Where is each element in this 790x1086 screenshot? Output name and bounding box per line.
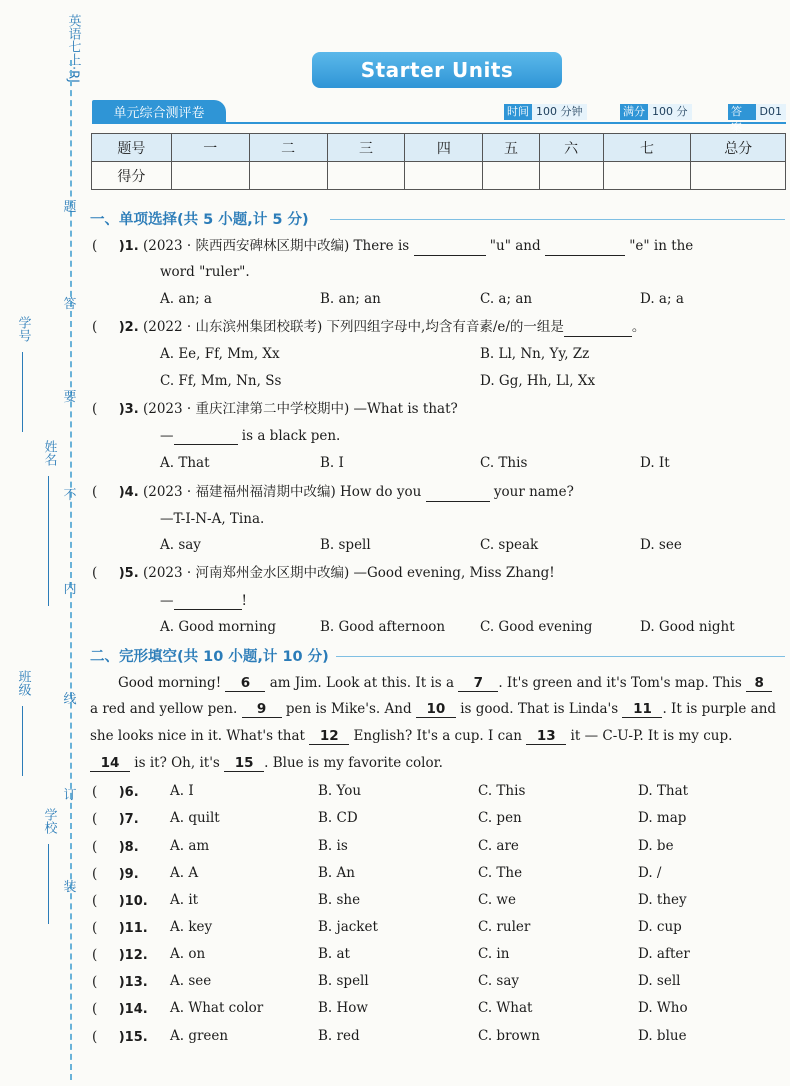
question-stem-line2: —T-I-N-A, Tina. [160,511,265,527]
col-header: 七 [603,134,691,162]
question-2: ( )2. (2022 · 山东滨州集团校联考) 下列四组字母中,均含有音素/e/的一组是 。 [92,319,646,335]
score-cell[interactable] [327,162,405,190]
field-school: 学校 [41,808,57,834]
field-line [48,476,49,606]
option-b[interactable]: B. Good afternoon [320,619,446,635]
col-header: 四 [405,134,483,162]
col-header: 一 [171,134,249,162]
row-label: 得分 [92,162,172,190]
question-number: )11. [118,921,148,936]
question-number: )15. [118,1030,148,1045]
option-b[interactable]: B. You [318,783,362,799]
option-b[interactable]: B. at [318,946,350,962]
passage-blank[interactable]: 6 [225,676,265,692]
option-a[interactable]: A. key [170,919,213,935]
answer-paren[interactable]: ( )7. [92,811,139,827]
answer-paren[interactable]: ( )8. [92,839,139,855]
option-b[interactable]: B. red [318,1028,360,1044]
score-cell[interactable] [603,162,691,190]
passage-blank[interactable]: 9 [242,702,282,718]
answer-page: D01 [756,104,786,120]
option-d[interactable]: D. be [638,838,674,854]
passage-blank[interactable]: 13 [526,729,566,745]
question-number: )8. [118,840,139,855]
option-a[interactable]: A. quilt [170,810,220,826]
col-header: 题号 [92,134,172,162]
option-b[interactable]: B. Ll, Nn, Yy, Zz [480,346,590,362]
option-c[interactable]: C. a; an [480,291,533,307]
option-a[interactable]: A. an; a [160,291,212,307]
question-number: )5. [118,566,139,581]
option-c[interactable]: C. This [480,455,528,471]
option-d[interactable]: D. Good night [640,619,735,635]
cut-word: 订 [63,788,77,803]
cut-word: 题 [63,200,77,215]
option-a[interactable]: A. Good morning [160,619,277,635]
option-b[interactable]: B. spell [320,537,371,553]
question-number: )13. [118,975,148,990]
cut-word: 要 [63,390,77,405]
question-number: )2. [118,320,139,335]
col-header: 三 [327,134,405,162]
unit-title: Starter Units [360,58,514,82]
answer-info [728,104,786,134]
question-stem: "e" in the [629,238,694,254]
question-stem: (2023 · 陕西西安碑林区期中改编) There is [142,238,410,254]
answer-paren[interactable]: ( )6. [92,784,139,800]
option-d[interactable]: D. Who [638,1000,688,1016]
question-stem: (2023 · 河南郑州金水区期中改编) —Good evening, Miss Zhang! [142,565,555,581]
passage-blank[interactable]: 15 [224,756,264,772]
option-d[interactable]: D. sell [638,973,681,989]
option-d[interactable]: D. That [638,783,689,799]
option-a[interactable]: A. I [170,783,194,799]
side-label: 英语七上·RJ [65,14,81,83]
col-header: 二 [249,134,327,162]
score-cell[interactable] [539,162,603,190]
field-line [22,352,23,432]
question-1: ( )1. (2023 · 陕西西安碑林区期中改编) There is "u" and "e" in the [92,238,694,254]
option-c[interactable]: C. speak [480,537,539,553]
cut-word: 装 [63,880,77,895]
option-d[interactable]: D. It [640,455,670,471]
option-c[interactable]: C. ruler [478,919,531,935]
option-a[interactable]: A. say [160,537,201,553]
time-value: 100 分钟 [532,104,587,120]
option-c[interactable]: C. say [478,973,520,989]
question-number: )14. [118,1002,148,1017]
col-header: 总分 [691,134,786,162]
answer-paren[interactable]: ( )11. [92,920,148,936]
option-b[interactable]: B. jacket [318,919,378,935]
test-tab: 单元综合测评卷 [92,100,226,122]
question-number: )12. [118,948,148,963]
question-number: )1. [118,239,139,254]
option-d[interactable]: D. after [638,946,690,962]
section-2-heading: 二、完形填空(共 10 小题,计 10 分) [90,649,329,665]
col-header: 五 [483,134,539,162]
option-c[interactable]: C. in [478,946,510,962]
cut-word: 内 [63,582,77,597]
option-b[interactable]: B. she [318,892,361,908]
passage-line-3: she looks nice in it. What's that 12 English? It's a cup. I can 13 it — C-U-P. It is my cup. [90,728,733,744]
score-table [91,133,786,190]
option-a[interactable]: A. see [170,973,212,989]
score-cell[interactable] [171,162,249,190]
field-class: 班级 [15,670,31,696]
passage-blank[interactable]: 10 [416,702,456,718]
score-cell[interactable] [405,162,483,190]
answer-blank[interactable] [414,241,486,256]
option-a[interactable]: A. green [170,1028,229,1044]
question-stem: "u" and [489,238,541,254]
passage-line-2: a red and yellow pen. 9 pen is Mike's. And 10 is good. That is Linda's 11 . It is purple and [90,701,777,717]
option-c[interactable]: C. brown [478,1028,540,1044]
option-b[interactable]: B. spell [318,973,369,989]
answer-paren[interactable]: ( )13. [92,974,148,990]
score-row [92,162,786,190]
passage-blank[interactable]: 12 [309,729,349,745]
option-d[interactable]: D. a; a [640,291,684,307]
option-c[interactable]: C. Ff, Mm, Nn, Ss [160,373,282,389]
option-b[interactable]: B. An [318,865,355,881]
option-c[interactable]: C. Good evening [480,619,593,635]
option-d[interactable]: D. Gg, Hh, Ll, Xx [480,373,596,389]
test-info-bar [86,100,786,134]
question-stem-line2: — is a black pen. [160,428,341,444]
question-number: )9. [118,867,139,882]
question-number: )6. [118,785,139,800]
field-student-id: 学号 [15,316,31,342]
question-number: )7. [118,812,139,827]
option-d[interactable]: D. map [638,810,687,826]
option-a[interactable]: A. Ee, Ff, Mm, Xx [160,346,280,362]
option-b[interactable]: B. I [320,455,344,471]
question-stem: 。 [631,319,646,335]
unit-title-banner [312,52,562,88]
field-line [48,844,49,924]
answer-label: 答案 [728,104,756,120]
passage-line-1: Good morning! 6 am Jim. Look at this. It is a 7 . It's green and it's Tom's map. This 8 [118,674,772,692]
col-header: 六 [539,134,603,162]
time-label: 时间 [504,104,532,120]
score-cell[interactable] [483,162,539,190]
cut-word: 答 [63,297,77,312]
question-stem: (2022 · 山东滨州集团校联考) 下列四组字母中,均含有音素/e/的一组是 [142,319,564,335]
tab-underline [92,122,786,124]
cut-word: 线 [63,692,77,707]
section-rule [330,219,785,220]
passage-blank[interactable]: 14 [90,756,130,772]
option-b[interactable]: B. an; an [320,291,381,307]
question-5: ( )5. (2023 · 河南郑州金水区期中改编) —Good evening, Miss Zhang! [92,565,555,581]
score-label: 满分 [620,104,648,120]
option-a[interactable]: A. That [160,455,210,471]
time-info [504,104,587,120]
option-c[interactable]: C. This [478,783,526,799]
cut-word: 不 [63,488,77,503]
option-d[interactable]: D. they [638,892,687,908]
binding-margin [0,0,86,1086]
question-stem-line2: — ! [160,593,247,609]
answer-blank[interactable] [174,430,238,445]
option-b[interactable]: B. How [318,1000,368,1016]
question-stem-line2: word "ruler". [160,264,250,280]
score-table-header [92,134,786,162]
option-c[interactable]: C. pen [478,810,522,826]
option-a[interactable]: A. it [170,892,199,908]
answer-paren[interactable]: ( )10. [92,893,148,909]
field-name: 姓名 [41,440,57,466]
answer-blank[interactable] [564,322,632,337]
option-d[interactable]: D. / [638,865,662,881]
option-d[interactable]: D. see [640,537,682,553]
option-a[interactable]: A. am [170,838,210,854]
score-cell[interactable] [249,162,327,190]
option-a[interactable]: A. What color [170,1000,264,1016]
section-1-heading: 一、单项选择(共 5 小题,计 5 分) [90,212,309,228]
question-3: ( )3. (2023 · 重庆江津第二中学校期中) —What is that? [92,401,458,417]
answer-blank[interactable] [426,487,490,502]
option-c[interactable]: C. we [478,892,516,908]
passage-line-4: 14 is it? Oh, it's 15 . Blue is my favorite color. [90,754,443,772]
section-rule [336,656,785,657]
option-c[interactable]: C. What [478,1000,533,1016]
score-info [620,104,692,120]
option-a[interactable]: A. on [170,946,206,962]
question-number: )3. [118,402,139,417]
question-number: )10. [118,894,148,909]
option-b[interactable]: B. CD [318,810,358,826]
option-a[interactable]: A. A [170,865,199,881]
answer-paren[interactable]: ( )14. [92,1001,148,1017]
option-b[interactable]: B. is [318,838,348,854]
option-c[interactable]: C. are [478,838,519,854]
answer-blank[interactable] [174,595,242,610]
passage-blank[interactable]: 8 [746,676,772,692]
answer-paren[interactable]: ( )15. [92,1029,148,1045]
question-stem: (2023 · 重庆江津第二中学校期中) —What is that? [142,401,458,417]
passage-blank[interactable]: 7 [458,676,498,692]
question-4: ( )4. (2023 · 福建福州福清期中改编) How do you your name? [92,484,574,500]
option-d[interactable]: D. cup [638,919,682,935]
field-line [22,706,23,776]
answer-paren[interactable]: ( )9. [92,866,139,882]
score-value: 100 分 [648,104,692,120]
option-d[interactable]: D. blue [638,1028,687,1044]
answer-blank[interactable] [545,241,625,256]
question-number: )4. [118,485,139,500]
answer-paren[interactable]: ( )12. [92,947,148,963]
question-stem: (2023 · 福建福州福清期中改编) How do you [142,484,422,500]
option-c[interactable]: C. The [478,865,523,881]
question-stem: your name? [493,484,574,500]
score-cell[interactable] [691,162,786,190]
passage-blank[interactable]: 11 [622,702,662,718]
